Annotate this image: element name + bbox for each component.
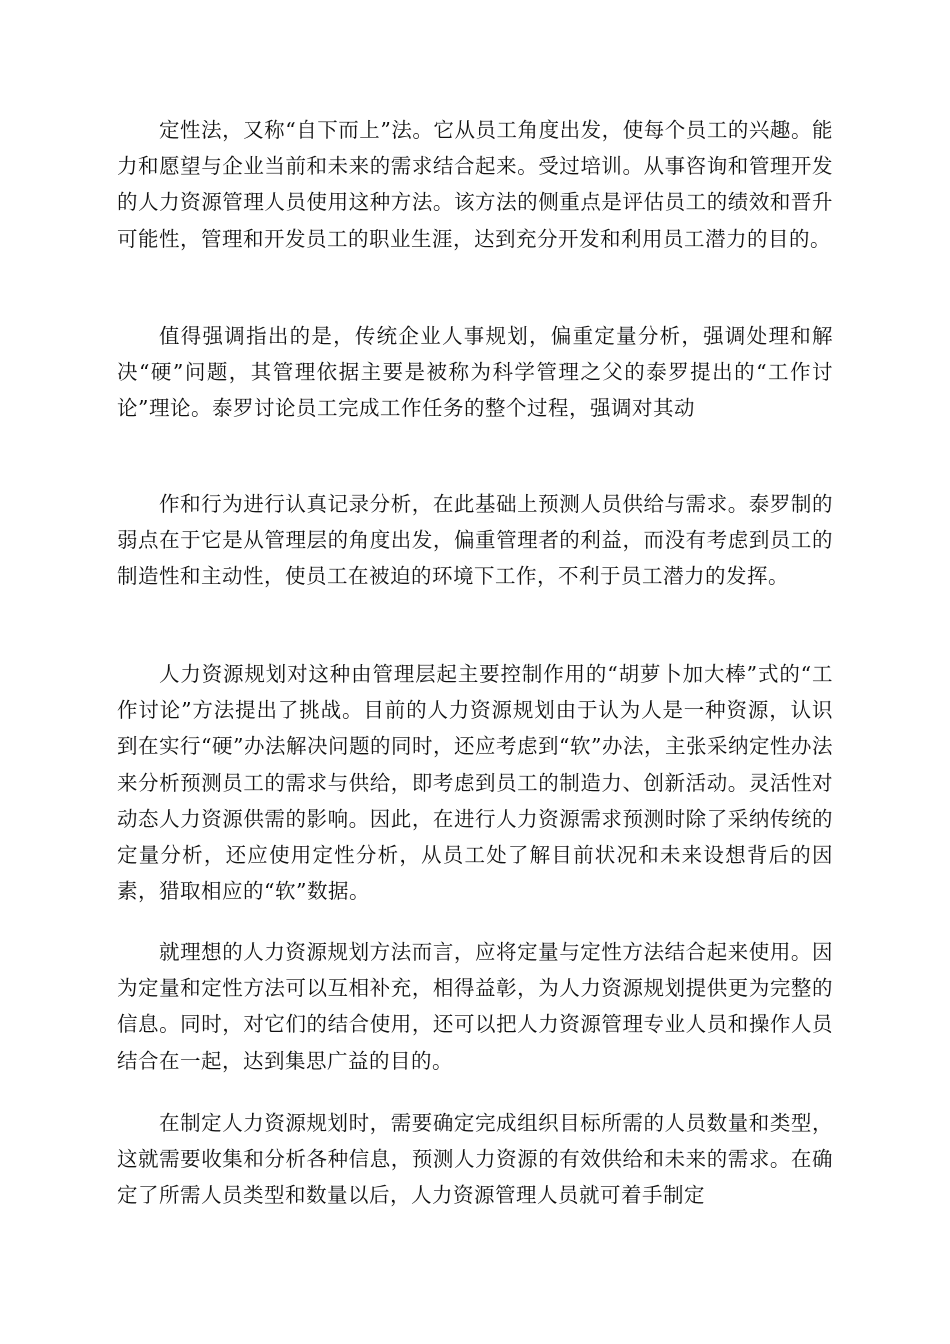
paragraph-taylor-weakness: 作和行为进行认真记录分析，在此基础上预测人员供给与需求。泰罗制的弱点在于它是从管理层的角度出发，偏重管理者的利益，而没有考虑到员工的制造性和主动性，使员工在被迫的环境下工作，不利于员工潜力的发挥。 bbox=[117, 492, 833, 589]
paragraph-hr-challenge: 人力资源规划对这种由管理层起主要控制作用的“胡萝卜加大棒”式的“工作讨论”方法提出了挑战。目前的人力资源规划由于认为人是一种资源，认识到在实行“硬”办法解决问题的同时，还应考虑到“软”办法，主张采纳定性办法来分析预测员工的需求与供给，即考虑到员工的制造力、创新活动。灵活性对动态人力资源供需的影响。因此，在进行人力资源需求预测时除了采纳传统的定量分析，还应使用定性分析，从员工处了解目前状况和未来设想背后的因素，猎取相应的“软”数据。 bbox=[117, 662, 833, 904]
paragraph-combined-methods: 就理想的人力资源规划方法而言，应将定量与定性方法结合起来使用。因为定量和定性方法可以互相补充，相得益彰，为人力资源规划提供更为完整的信息。同时，对它们的结合使用，还可以把人力资源管理专业人员和操作人员结合在一起，达到集思广益的目的。 bbox=[117, 940, 833, 1073]
paragraph-traditional-planning: 值得强调指出的是，传统企业人事规划，偏重定量分析，强调处理和解决“硬”问题，其管理依据主要是被称为科学管理之父的泰罗提出的“工作讨论”理论。泰罗讨论员工完成工作任务的整个过程，强调对其动 bbox=[117, 324, 833, 421]
paragraph-planning-steps: 在制定人力资源规划时，需要确定完成组织目标所需的人员数量和类型，这就需要收集和分析各种信息，预测人力资源的有效供给和未来的需求。在确定了所需人员类型和数量以后，人力资源管理人员就可着手制定 bbox=[117, 1111, 833, 1208]
paragraph-qualitative-method: 定性法，又称“自下而上”法。它从员工角度出发，使每个员工的兴趣。能力和愿望与企业当前和未来的需求结合起来。受过培训。从事咨询和管理开发的人力资源管理人员使用这种方法。该方法的侧重点是评估员工的绩效和晋升可能性，管理和开发员工的职业生涯，达到充分开发和利用员工潜力的目的。 bbox=[117, 118, 833, 251]
